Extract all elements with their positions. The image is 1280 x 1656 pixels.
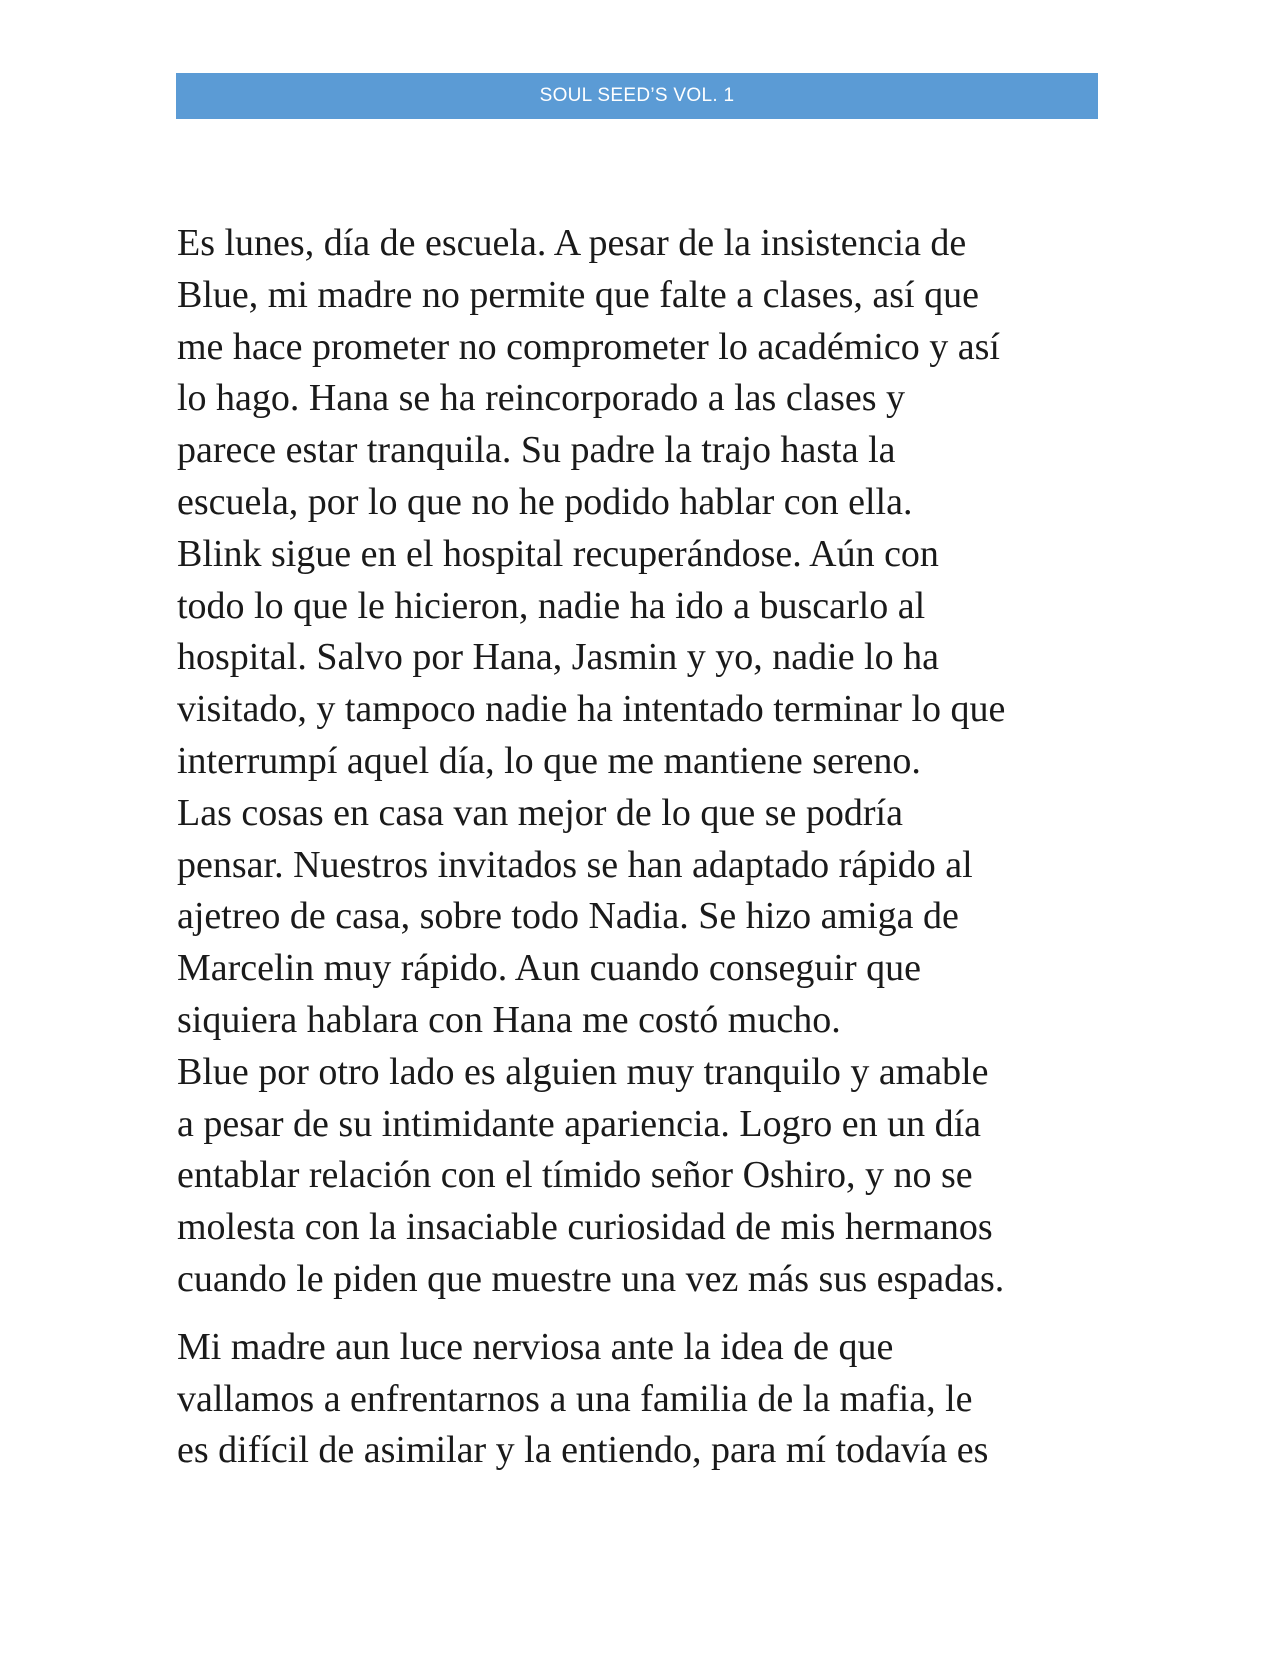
text-line: pensar. Nuestros invitados se han adaptado rápido al — [177, 843, 973, 886]
text-line: interrumpí aquel día, lo que me mantiene sereno. — [177, 739, 921, 782]
text-line: todo lo que le hicieron, nadie ha ido a buscarlo al — [177, 584, 926, 627]
text-line: Mi madre aun luce nerviosa ante la idea de que — [177, 1325, 894, 1368]
text-line: entablar relación con el tímido señor Oshiro, y no se — [177, 1154, 973, 1197]
text-line: cuando le piden que muestre una vez más sus espadas. — [177, 1257, 1005, 1300]
text-line: Blue por otro lado es alguien muy tranquilo y amable — [177, 1050, 989, 1093]
text-line: Blue, mi madre no permite que falte a clases, así que — [177, 273, 979, 316]
text-line: escuela, por lo que no he podido hablar con ella. — [177, 480, 913, 523]
text-line: vallamos a enfrentarnos a una familia de la mafia, le — [177, 1377, 973, 1420]
text-line: parece estar tranquila. Su padre la trajo hasta la — [177, 429, 896, 472]
text-line: molesta con la insaciable curiosidad de mis hermanos — [177, 1206, 993, 1249]
running-header — [176, 73, 1098, 119]
text-line: Las cosas en casa van mejor de lo que se podría — [177, 791, 903, 834]
text-line: hospital. Salvo por Hana, Jasmin y yo, nadie lo ha — [177, 636, 939, 679]
text-line: ajetreo de casa, sobre todo Nadia. Se hizo amiga de — [177, 895, 959, 938]
text-line: me hace prometer no comprometer lo académico y así — [177, 325, 1000, 368]
text-line: siquiera hablara con Hana me costó mucho. — [177, 998, 841, 1041]
text-line: es difícil de asimilar y la entiendo, para mí todavía es — [177, 1429, 989, 1472]
text-line: Es lunes, día de escuela. A pesar de la insistencia de — [177, 222, 967, 264]
header-title: SOUL SEED’S VOL. 1 — [539, 85, 735, 106]
text-line: a pesar de su intimidante apariencia. Logro en un día — [177, 1102, 982, 1145]
text-line: Marcelin muy rápido. Aun cuando conseguir que — [177, 947, 921, 990]
text-line: visitado, y tampoco nadie ha intentado terminar lo que — [177, 688, 1006, 731]
text-line: lo hago. Hana se ha reincorporado a las clases y — [177, 377, 906, 420]
text-line: Blink sigue en el hospital recuperándose. Aún con — [177, 532, 939, 575]
page-text — [177, 218, 1117, 1477]
paragraph-gap — [177, 1306, 1117, 1322]
